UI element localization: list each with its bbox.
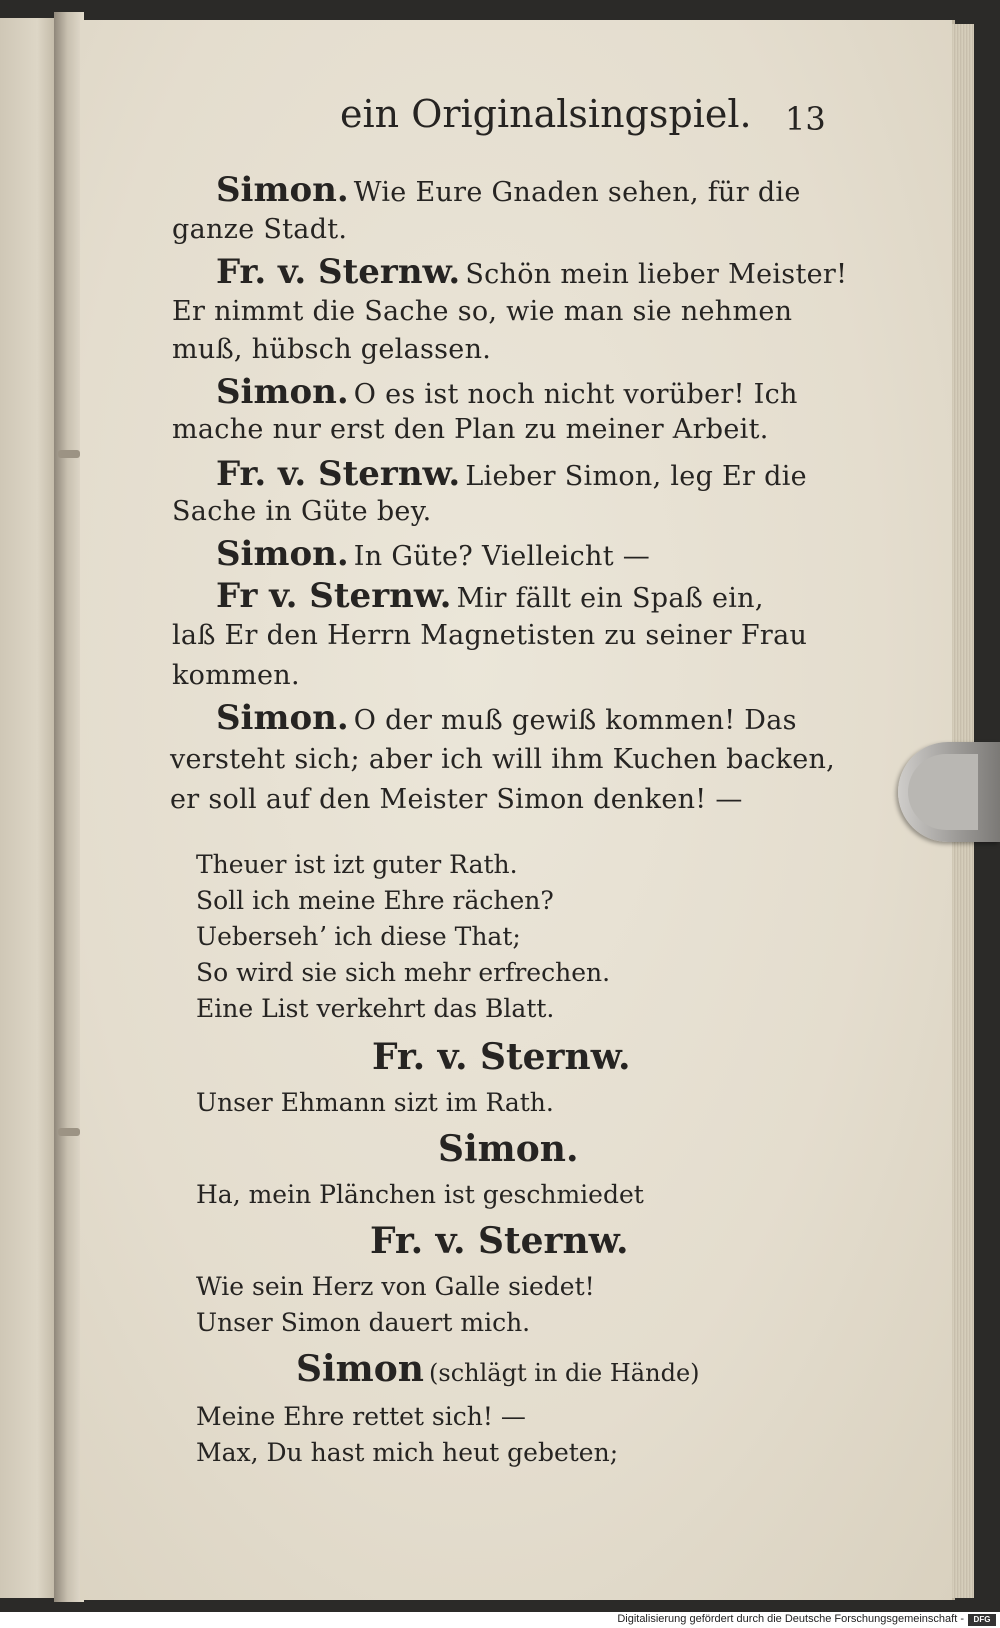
dialogue-text: O es ist noch nicht vorüber! Ich	[353, 379, 798, 410]
verse-line: Unser Simon dauert mich.	[196, 1308, 531, 1337]
verse-line: Eine List verkehrt das Blatt.	[196, 994, 555, 1023]
verse-speaker-line	[296, 1348, 700, 1390]
dialogue-text: In Güte? Vielleicht —	[353, 541, 651, 572]
stage-direction: (schlägt in die Hände)	[429, 1359, 700, 1387]
dialogue-line	[216, 170, 801, 210]
dialogue-text: muß, hübsch gelassen.	[172, 334, 492, 365]
dfg-logo: DFG	[968, 1614, 996, 1626]
verse-line: So wird sie sich mehr erfrechen.	[196, 958, 611, 987]
dialogue-line	[216, 454, 807, 494]
verse-speaker: Simon.	[438, 1128, 579, 1170]
binding-stitch	[58, 1128, 80, 1136]
verse-line: Wie sein Herz von Galle siedet!	[196, 1272, 595, 1301]
speaker-name: Simon.	[216, 372, 349, 412]
page-clip	[898, 742, 1000, 842]
dialogue-text: O der muß gewiß kommen! Das	[353, 705, 797, 736]
dialogue-text: er soll auf den Meister Simon denken! —	[170, 784, 743, 815]
dialogue-text: Mir fällt ein Spaß ein,	[456, 583, 764, 614]
verse-line: Meine Ehre rettet sich! —	[196, 1402, 526, 1431]
dialogue-text: Sache in Güte bey.	[172, 496, 432, 527]
funding-credit: Digitalisierung gefördert durch die Deutsche Forschungsgemeinschaft -	[617, 1613, 964, 1625]
verse-speaker: Fr. v. Sternw.	[370, 1220, 629, 1262]
verse-line: Theuer ist izt guter Rath.	[196, 850, 518, 879]
dialogue-line	[216, 372, 798, 412]
speaker-name: Simon.	[216, 170, 349, 210]
speaker-name: Simon.	[216, 698, 349, 738]
running-title: ein Originalsingspiel.	[340, 92, 752, 136]
dialogue-line	[216, 576, 764, 616]
dialogue-text: mache nur erst den Plan zu meiner Arbeit.	[172, 414, 769, 445]
page-number: 13	[785, 100, 826, 138]
speaker-name: Simon.	[216, 534, 349, 574]
left-page-edge	[0, 18, 62, 1598]
dialogue-line	[216, 698, 797, 738]
footer-bar	[0, 1612, 1000, 1628]
speaker-name: Fr. v. Sternw.	[216, 454, 461, 494]
speaker-name: Fr. v. Sternw.	[216, 252, 461, 292]
dialogue-line	[216, 534, 650, 574]
dialogue-text: Er nimmt die Sache so, wie man sie nehmen	[172, 296, 793, 327]
dialogue-text: versteht sich; aber ich will ihm Kuchen backen,	[170, 744, 836, 775]
dialogue-text: Schön mein lieber Meister!	[465, 259, 848, 290]
verse-line: Soll ich meine Ehre rächen?	[196, 886, 554, 915]
dialogue-text: Wie Eure Gnaden sehen, für die	[353, 177, 801, 208]
verse-line: Unser Ehmann sizt im Rath.	[196, 1088, 554, 1117]
verse-line: Ha, mein Plänchen ist geschmiedet	[196, 1180, 644, 1209]
verse-line: Max, Du hast mich heut gebeten;	[196, 1438, 619, 1467]
verse-line: Uebersehʼ ich diese That;	[196, 922, 521, 951]
speaker-name: Fr v. Sternw.	[216, 576, 452, 616]
dialogue-line	[216, 252, 847, 292]
dialogue-text: Lieber Simon, leg Er die	[465, 461, 807, 492]
verse-speaker: Fr. v. Sternw.	[372, 1036, 631, 1078]
verse-speaker: Simon	[296, 1348, 424, 1390]
dialogue-text: ganze Stadt.	[172, 214, 348, 245]
binding-stitch	[58, 450, 80, 458]
dialogue-text: kommen.	[172, 660, 300, 691]
dialogue-text: laß Er den Herrn Magnetisten zu seiner Frau	[172, 620, 808, 651]
